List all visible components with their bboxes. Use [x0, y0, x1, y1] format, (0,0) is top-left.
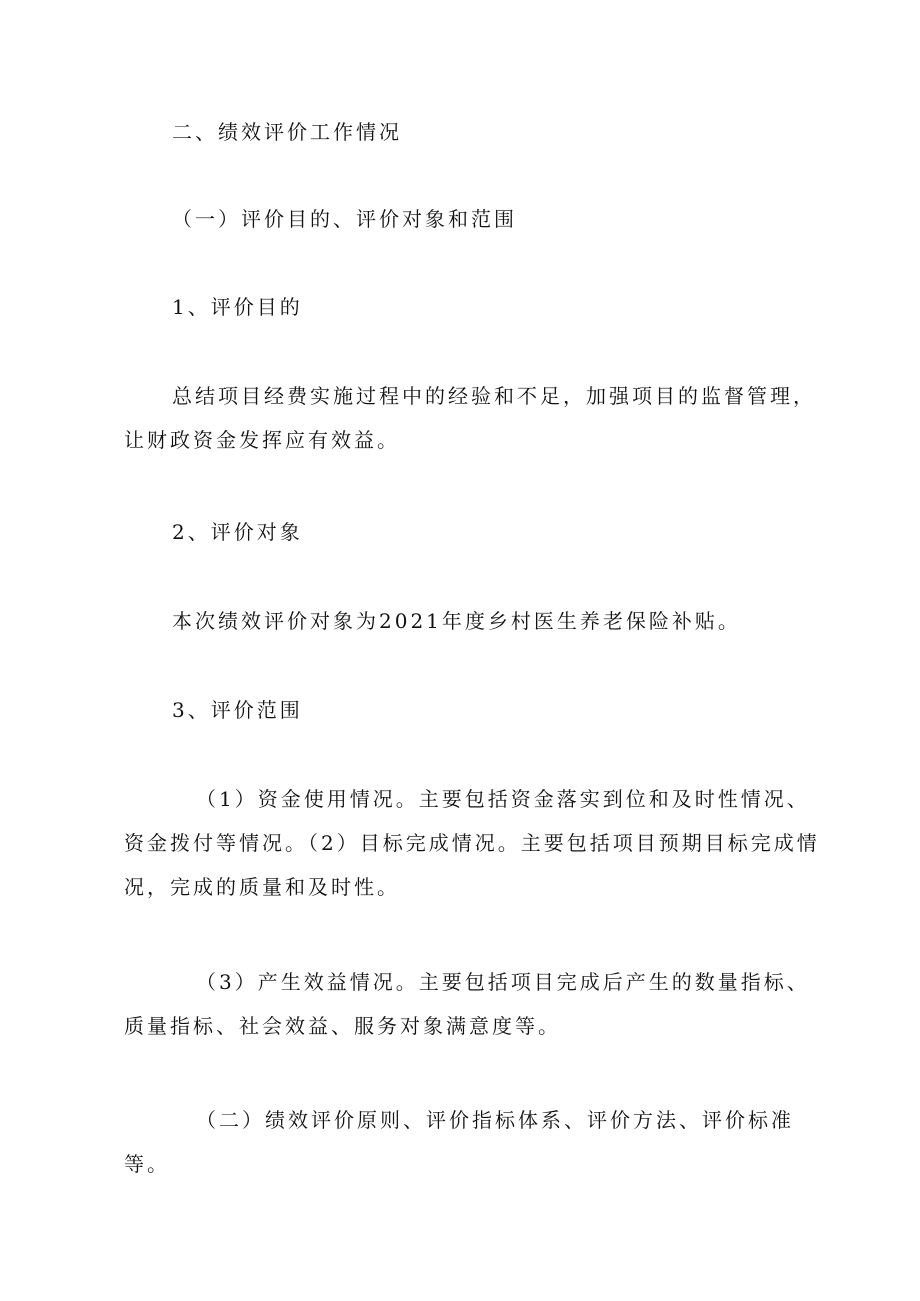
- item-title-purpose: 1、评价目的: [172, 295, 303, 319]
- section-heading: 二、绩效评价工作情况: [172, 120, 402, 144]
- item-body-scope-a: （1）资金使用情况。主要包括资金落实到位和及时性情况、资金拨付等情况。（2）目标完成情况。主要包括项目预期目标完成情况，完成的质量和及时性。: [124, 787, 820, 899]
- item-title-scope: 3、评价范围: [172, 698, 303, 722]
- item-body-object: 本次绩效评价对象为2021年度乡村医生养老保险补贴。: [172, 609, 741, 633]
- item-body-scope-b: （3）产生效益情况。主要包括项目完成后产生的数量指标、质量指标、社会效益、服务对象满意度等。: [124, 970, 810, 1038]
- item-body-purpose: 总结项目经费实施过程中的经验和不足，加强项目的监督管理，让财政资金发挥应有效益。: [124, 384, 816, 452]
- subsection-heading-2: （二）绩效评价原则、评价指标体系、评价方法、评价标准等。: [124, 1108, 794, 1176]
- item-title-object: 2、评价对象: [172, 520, 303, 544]
- subsection-heading: （一）评价目的、评价对象和范围: [172, 207, 517, 231]
